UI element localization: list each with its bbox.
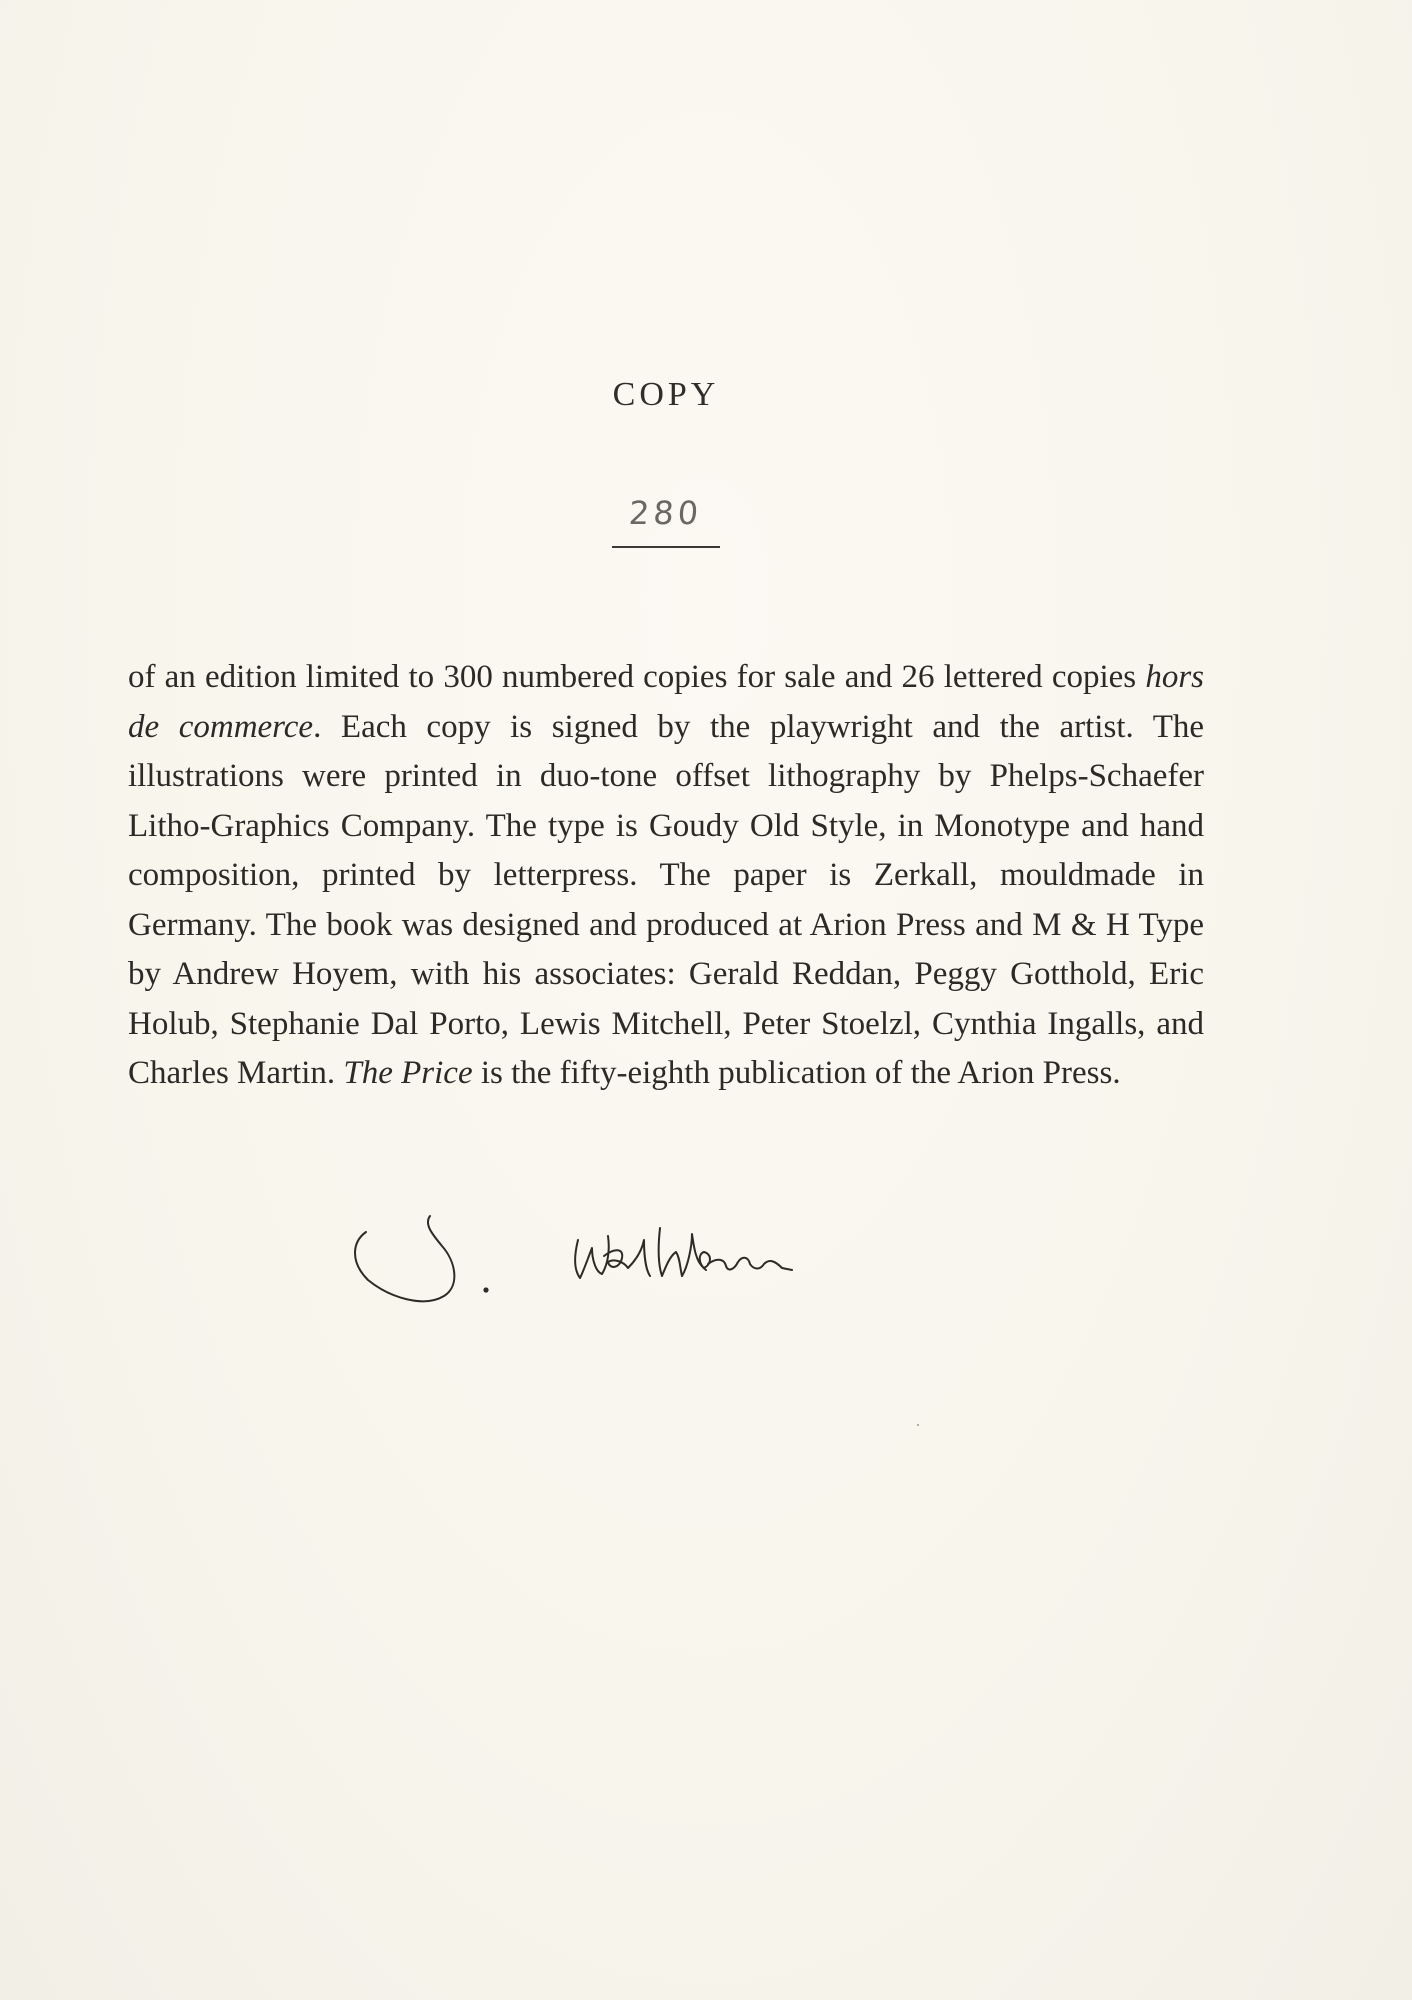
- paper-speck: [917, 1424, 919, 1426]
- copy-heading: COPY: [612, 376, 720, 413]
- colophon-part-2: . Each copy is signed by the playwright and the artist. The illustrations were printed in duo-tone offset lithography by Phelps-Schaefer Litho-Graphics Company. The type is Goudy Old Style, in Monotype and hand composition, printed by letterpress. The paper is Zerkall, mouldmade in Germany. The book was designed and produced at Arion Press and M & H Type by Andrew Hoyem, with his associates: Gerald Reddan, Peggy Gotthold, Eric Holub, Stephanie Dal Porto, Lewis Mitchell, Peter Stoelzl, Cynthia Ingalls, and Charles Martin.: [128, 708, 1205, 1091]
- signature: [346, 1186, 866, 1336]
- signature-surname-stroke: [575, 1236, 609, 1278]
- copy-number-line: [612, 490, 720, 548]
- colophon-italic-hors-de-commerce: hors de commerce: [128, 659, 1204, 745]
- signature-dot: [484, 1288, 487, 1291]
- colophon-part-1: of an edition limited to 300 numbered copies for sale and 26 lettered copies: [128, 659, 1146, 695]
- colophon-italic-title: The Price: [343, 1055, 473, 1091]
- signature-initial-stroke: [355, 1216, 454, 1301]
- colophon-text: [128, 653, 1204, 1099]
- copy-number: 280: [628, 494, 704, 532]
- colophon-part-3: is the fifty-eighth publication of the Arion Press.: [472, 1055, 1121, 1091]
